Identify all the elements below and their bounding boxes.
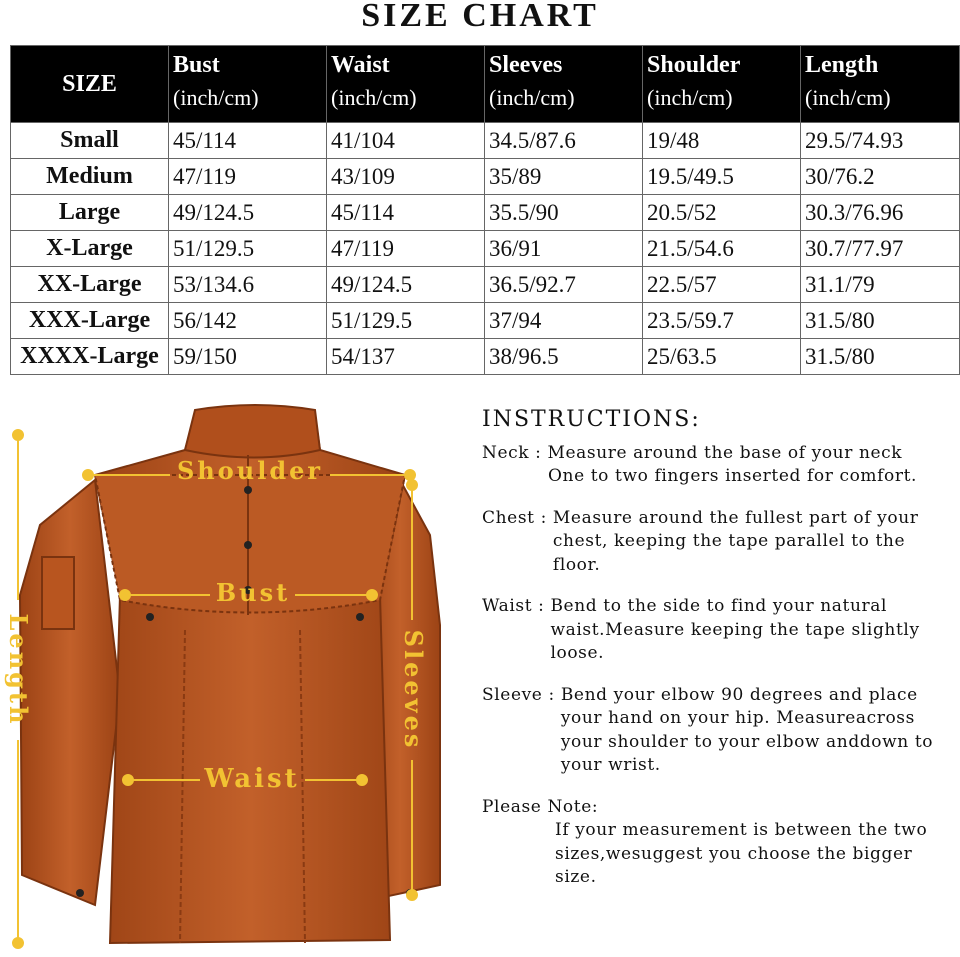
table-cell: 49/124.5 [169,195,327,231]
column-header-unit: (inch/cm) [489,85,575,110]
instruction-label: Neck : [482,442,548,463]
size-cell: XXX-Large [11,303,169,339]
table-row [11,267,960,303]
size-cell: Large [11,195,169,231]
table-cell: 19.5/49.5 [643,159,801,195]
table-cell: 30.7/77.97 [801,231,960,267]
table-cell: 45/114 [327,195,485,231]
instruction-label: Waist : [482,596,551,616]
column-header-unit: (inch/cm) [331,85,417,110]
table-cell: 45/114 [169,123,327,159]
left-sleeve [20,480,120,905]
table-cell: 23.5/59.7 [643,303,801,339]
sleeve-pocket [42,557,74,629]
table-cell: 51/129.5 [327,303,485,339]
size-cell: X-Large [11,231,169,267]
table-header-row [11,46,960,123]
table-cell: 59/150 [169,339,327,375]
shoulder-label: Shoulder [176,456,324,485]
size-cell: XX-Large [11,267,169,303]
table-row [11,231,960,267]
column-header-unit: (inch/cm) [805,85,891,110]
size-cell: Small [11,123,169,159]
table-cell: 53/134.6 [169,267,327,303]
instruction-label: Chest : [482,507,553,528]
table-cell: 47/119 [327,231,485,267]
column-header-sleeves [485,46,643,123]
table-cell: 19/48 [643,123,801,159]
table-cell: 49/124.5 [327,267,485,303]
table-cell: 41/104 [327,123,485,159]
column-header-label: Shoulder [647,52,741,78]
table-cell: 21.5/54.6 [643,231,801,267]
column-header-shoulder [643,46,801,123]
instruction-text: Bend to the side to find your natural waist.Measure keeping the tape slightly loose. [550,596,920,663]
bust-label: Bust [215,578,291,607]
jacket-measurement-diagram [0,395,470,953]
instructions-panel [482,408,952,908]
column-header-waist [327,46,485,123]
instruction-text: Measure around the base of your neck [547,442,903,463]
instruction-text: Measure around the fullest part of your chest, keeping the tape parallel to the floor. [552,507,919,575]
column-header-size: SIZE [11,46,169,123]
table-cell: 25/63.5 [643,339,801,375]
table-cell: 22.5/57 [643,267,801,303]
instruction-note [482,796,952,890]
column-header-label: Sleeves [489,52,563,78]
size-cell: Medium [11,159,169,195]
column-header-label: Length [805,52,879,78]
instruction-label: Please Note: [482,796,599,817]
size-cell: XXXX-Large [11,339,169,375]
instructions-heading: INSTRUCTIONS: [482,407,701,432]
jacket-illustration [0,395,470,953]
table-cell: 51/129.5 [169,231,327,267]
table-cell: 36.5/92.7 [485,267,643,303]
table-cell: 20.5/52 [643,195,801,231]
instruction-label: Sleeve : [482,684,561,705]
table-cell: 30.3/76.96 [801,195,960,231]
table-row [11,123,960,159]
column-header-label: Waist [331,52,390,78]
table-row [11,159,960,195]
table-cell: 54/137 [327,339,485,375]
waist-label: Waist [204,764,300,794]
table-cell: 47/119 [169,159,327,195]
instruction-text: Bend your elbow 90 degrees and place your hand on your hip. Measureacross your shoulder to your elbow anddown to your wrist. [560,684,934,775]
sleeves-label: Sleeves [399,629,428,751]
table-cell: 31.5/80 [801,339,960,375]
table-cell: 35/89 [485,159,643,195]
table-cell: 34.5/87.6 [485,123,643,159]
instruction-chest [482,507,952,578]
instruction-sleeve [482,684,952,778]
table-cell: 35.5/90 [485,195,643,231]
column-header-unit: (inch/cm) [173,85,259,110]
table-cell: 31.5/80 [801,303,960,339]
table-cell: 36/91 [485,231,643,267]
table-row [11,339,960,375]
length-label: Length [4,613,33,727]
page-title: SIZE CHART [361,0,599,34]
instruction-waist [482,595,952,666]
instruction-neck [482,442,952,489]
instruction-text: One to two fingers inserted for comfort. [548,466,918,486]
table-row [11,303,960,339]
table-cell: 29.5/74.93 [801,123,960,159]
column-header-label: Bust [173,52,220,78]
collar [185,405,320,458]
table-row [11,195,960,231]
table-cell: 38/96.5 [485,339,643,375]
table-cell: 43/109 [327,159,485,195]
table-cell: 30/76.2 [801,159,960,195]
table-cell: 56/142 [169,303,327,339]
column-header-length [801,46,960,123]
table-cell: 37/94 [485,303,643,339]
table-cell: 31.1/79 [801,267,960,303]
column-header-unit: (inch/cm) [647,85,733,110]
size-chart-table [10,45,960,375]
instruction-text: If your measurement is between the two sizes,wesuggest you choose the bigger size. [555,820,928,887]
column-header-bust [169,46,327,123]
